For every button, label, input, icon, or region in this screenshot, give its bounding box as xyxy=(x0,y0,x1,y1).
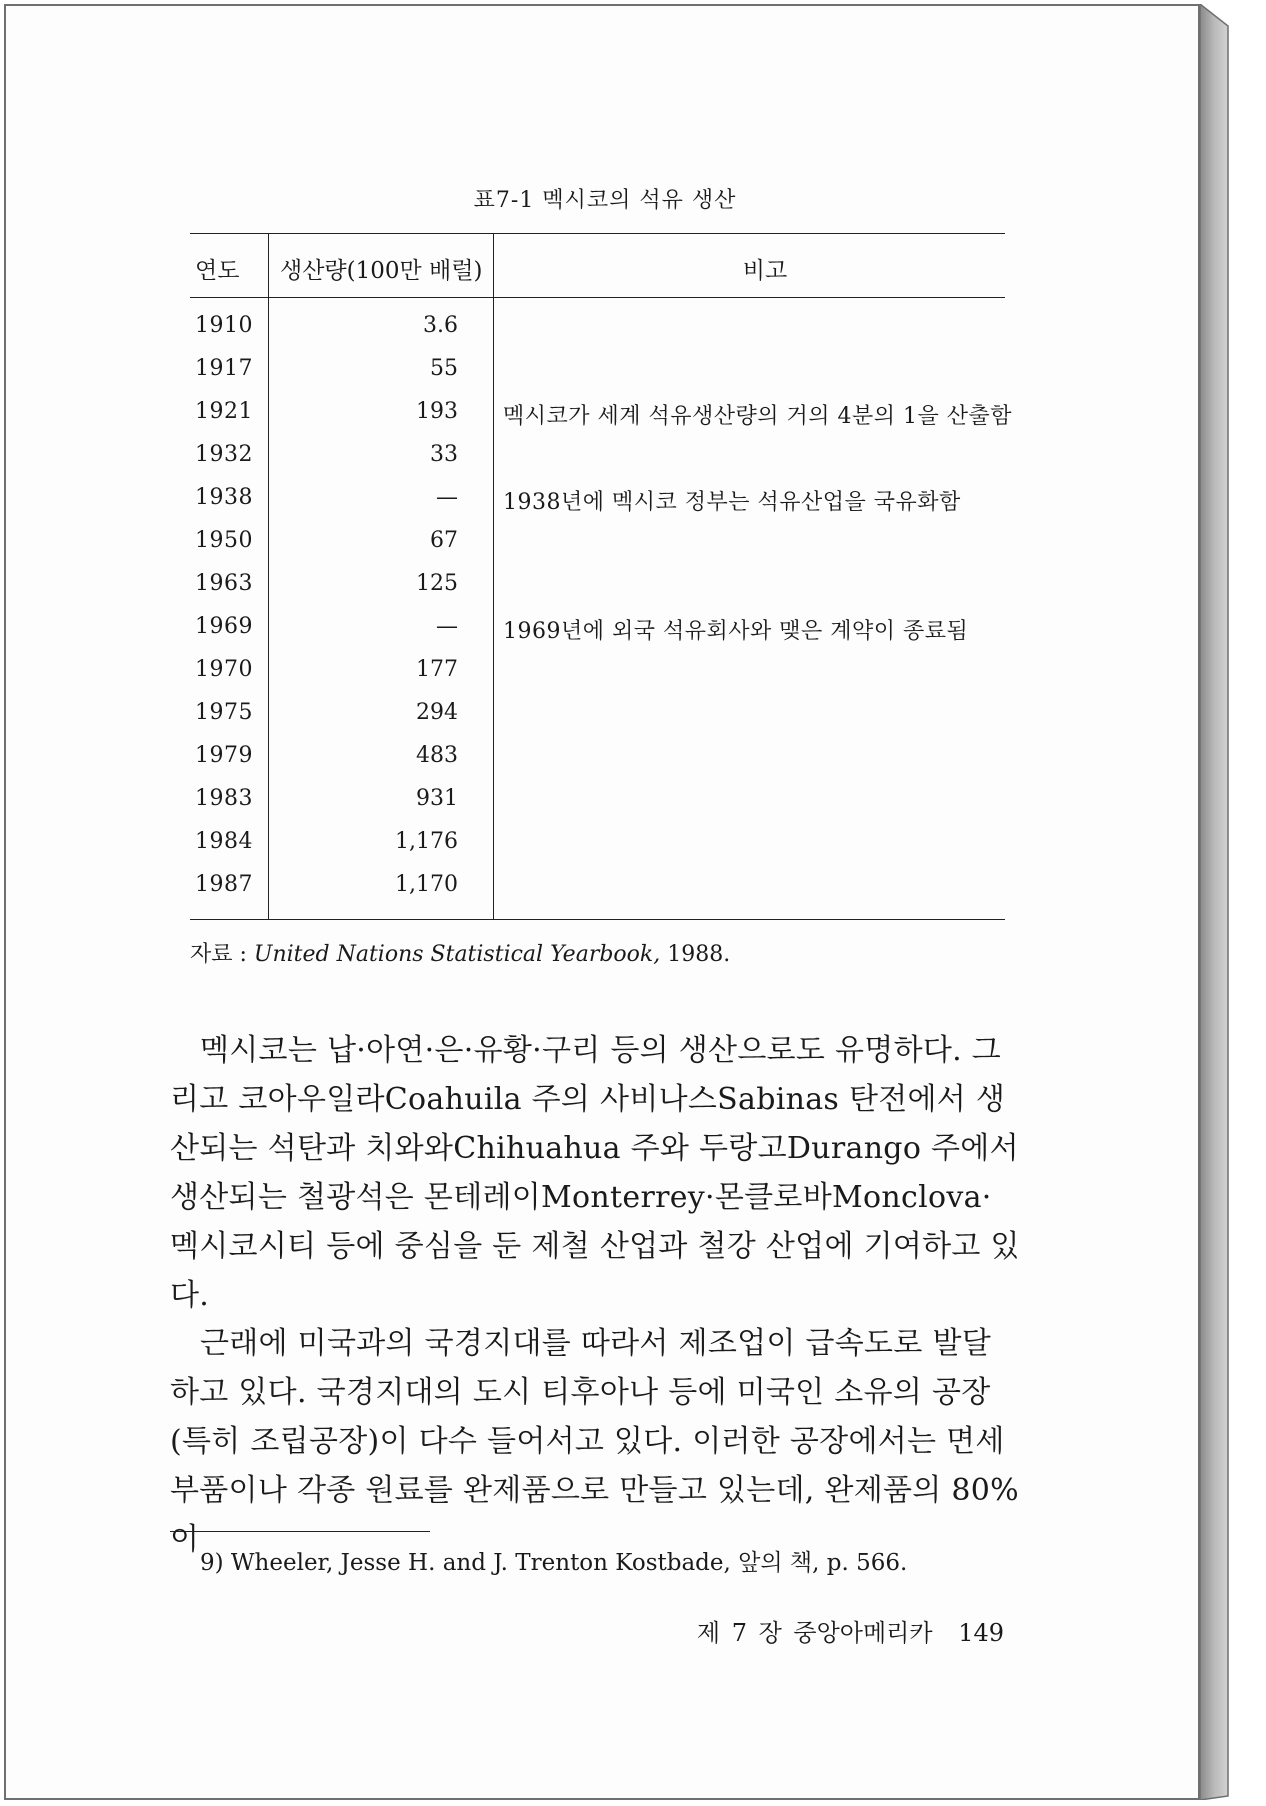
cell-year: 1921 xyxy=(195,399,253,424)
cell-production: 67 xyxy=(430,528,458,553)
cell-production: 177 xyxy=(416,657,458,682)
cell-production: 125 xyxy=(416,571,458,596)
cell-production: 931 xyxy=(416,786,458,811)
table-row xyxy=(190,313,1005,356)
table-title: 표7-1 멕시코의 석유 생산 xyxy=(473,188,737,213)
cell-production: — xyxy=(436,485,458,510)
table-row xyxy=(190,657,1005,700)
cell-production: 483 xyxy=(416,743,458,768)
footnote-divider xyxy=(170,1531,430,1532)
table-row xyxy=(190,485,1005,528)
cell-year: 1975 xyxy=(195,700,253,725)
table-row xyxy=(190,399,1012,442)
table-header xyxy=(190,234,1005,298)
cell-year: 1917 xyxy=(195,356,253,381)
cell-year: 1963 xyxy=(195,571,253,596)
header-year: 연도 xyxy=(195,258,240,284)
table-row xyxy=(190,356,1005,399)
cell-year: 1983 xyxy=(195,786,253,811)
body-text xyxy=(170,1027,1020,1565)
source-year: 1988. xyxy=(660,942,731,967)
cell-production: 193 xyxy=(416,399,458,424)
table-row xyxy=(190,528,1005,571)
cell-year: 1910 xyxy=(195,313,253,338)
cell-production: 294 xyxy=(416,700,458,725)
table-source xyxy=(190,937,730,968)
cell-production: 3.6 xyxy=(423,313,458,338)
cell-production: 55 xyxy=(430,356,458,381)
cell-production: — xyxy=(436,614,458,639)
table-row xyxy=(190,700,1005,743)
table-row xyxy=(190,614,1005,657)
table-row xyxy=(190,571,1005,614)
cell-year: 1970 xyxy=(195,657,253,682)
cell-year: 1938 xyxy=(195,485,253,510)
header-note: 비고 xyxy=(742,258,788,284)
running-footer xyxy=(697,1613,1004,1648)
table-row xyxy=(190,872,1005,915)
cell-year: 1987 xyxy=(195,872,253,897)
oil-production-table xyxy=(190,233,1012,920)
cell-year: 1969 xyxy=(195,614,253,639)
cell-production: 33 xyxy=(430,442,458,467)
page-number: 149 xyxy=(958,1619,1004,1647)
cell-year: 1932 xyxy=(195,442,253,467)
table-row xyxy=(190,786,1005,829)
source-label: 자료 : xyxy=(190,942,254,967)
page-edge-graphic xyxy=(1200,4,1240,1800)
cell-year: 1984 xyxy=(195,829,253,854)
cell-note: 1969년에 외국 석유회사와 맺은 계약이 종료됨 xyxy=(503,619,969,644)
table-row xyxy=(190,442,1005,485)
cell-year: 1950 xyxy=(195,528,253,553)
table-row xyxy=(190,829,1005,872)
header-production: 생산량(100만 배럴) xyxy=(280,258,483,284)
cell-production: 1,176 xyxy=(395,829,458,854)
chapter-title: 제 7 장 중앙아메리카 xyxy=(696,1619,933,1647)
cell-note: 1938년에 멕시코 정부는 석유산업을 국유화함 xyxy=(503,490,961,515)
cell-year: 1979 xyxy=(195,743,253,768)
page-edge xyxy=(1200,4,1240,1800)
paragraph: 멕시코는 납·아연·은·유황·구리 등의 생산으로도 유명하다. 그리고 코아우일라Coahuila 주의 사비나스Sabinas 탄전에서 생산되는 석탄과 치와와Chihuahua 주와 두랑고Durango 주에서 생산되는 철광석은 몬테레이Monterrey·몬클로바Monclova·멕시코시티 등에 중심을 둔 제철 산업과 철강 산업에 기여하고 있다. xyxy=(170,1033,1020,1313)
cell-note: 멕시코가 세계 석유생산량의 거의 4분의 1을 산출함 xyxy=(503,404,1012,429)
footnote: 9) Wheeler, Jesse H. and J. Trenton Kostbade, 앞의 책, p. 566. xyxy=(200,1550,908,1576)
table-row xyxy=(190,743,1005,786)
paragraph: 근래에 미국과의 국경지대를 따라서 제조업이 급속도로 발달하고 있다. 국경지대의 도시 티후아나 등에 미국인 소유의 공장(특히 조립공장)이 다수 들어서고 있다. 이러한 공장에서는 면세부품이나 각종 원료를 완제품으로 만들고 있는데, 완제품의 80% 이 xyxy=(170,1326,1019,1558)
source-publication: United Nations Statistical Yearbook, xyxy=(253,942,661,967)
cell-production: 1,170 xyxy=(395,872,458,897)
